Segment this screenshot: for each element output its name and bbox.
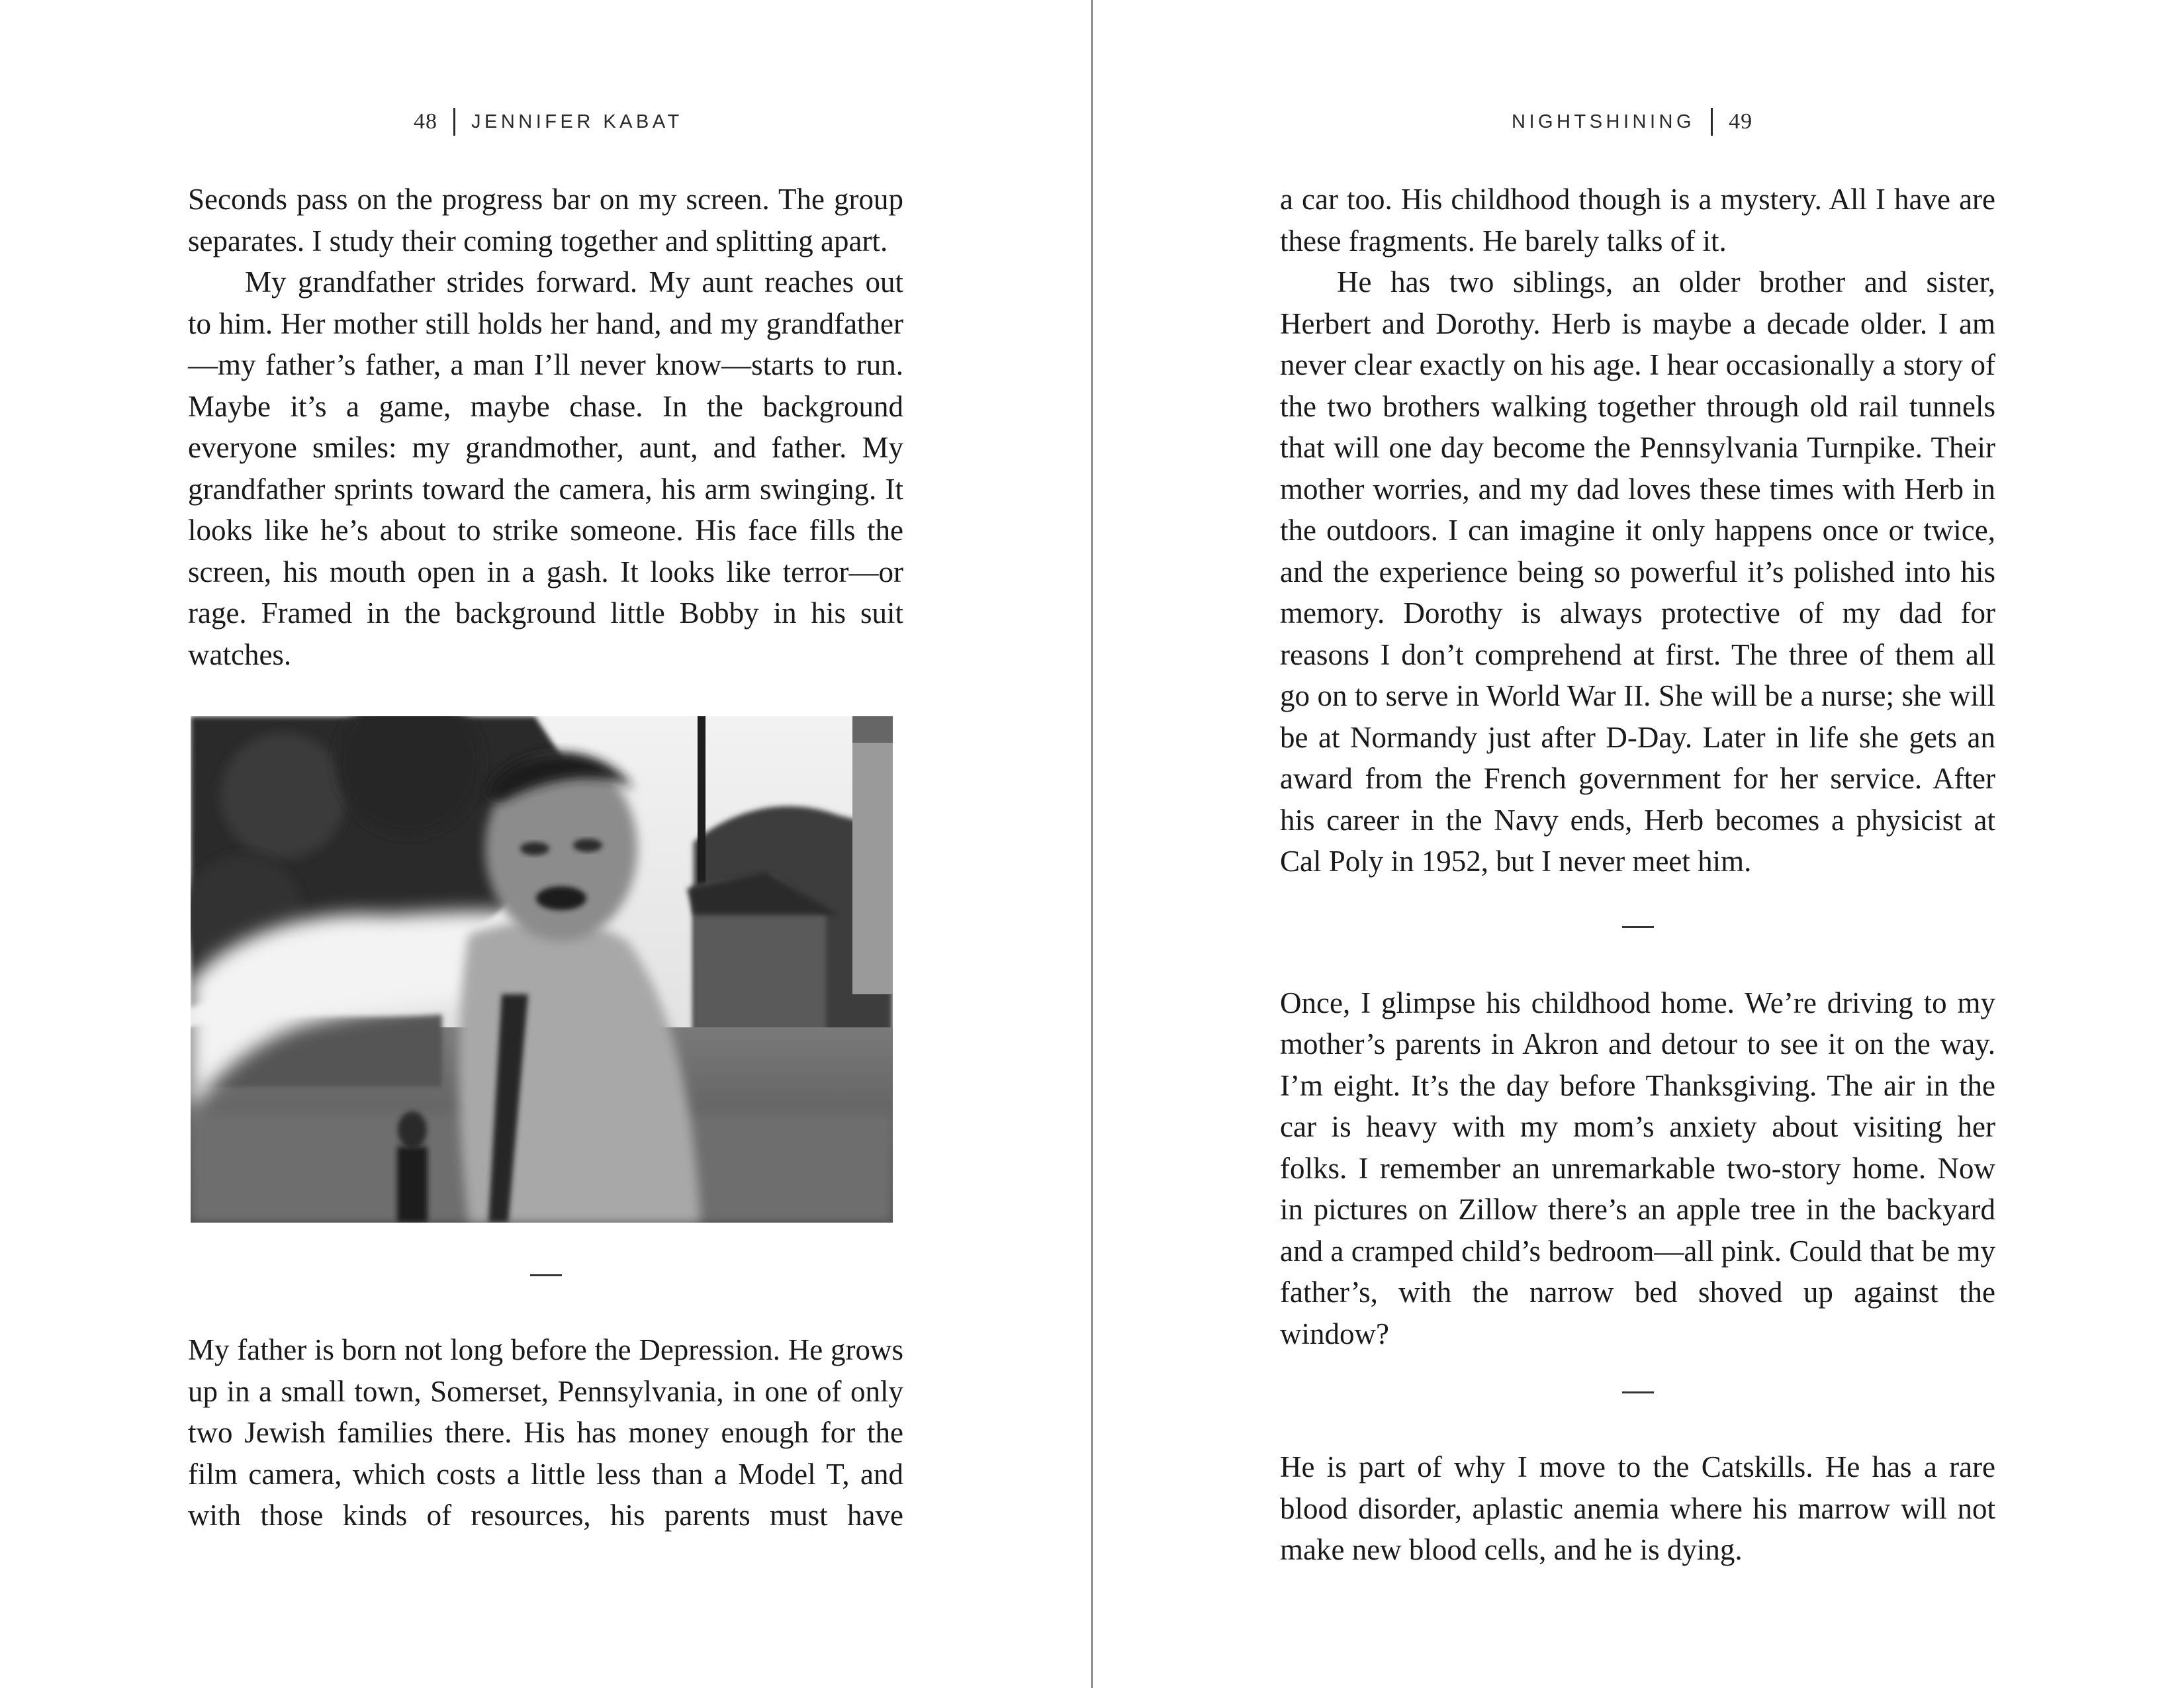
paragraph: My father is born not long before the Depression. He grows up in a small town, Somerset, Pennsylvania, in one of only two Jewish families there. His has money enough for the film camera, which costs a little less than a Model T, and with those kinds of resources, his parents must have xyxy=(188,1333,903,1532)
film-still-photo xyxy=(191,716,893,1223)
paragraph: Once, I glimpse his childhood home. We’re driving to my mother’s parents in Akron and detour to see it on the way. I’m eight. It’s the day before Thanksgiving. The air in the car is heavy with my mom’s anxiety about visiting her folks. I remember an unremarkable two-story home. Now in pictures on Zillow there’s an apple tree in the backyard and a cramped child’s bedroom—all pink. Could that be my father’s, with the narrow bed shoved up against the window? xyxy=(1280,986,1995,1350)
right-page-number: 49 xyxy=(1729,109,1753,134)
right-running-head xyxy=(1512,107,1752,136)
paragraph: Seconds pass on the progress bar on my screen. The group separates. I study their coming together and splitting apart. xyxy=(188,183,903,258)
left-running-head xyxy=(414,107,683,136)
section-break-rule xyxy=(1622,1391,1654,1393)
paragraph: My grandfather strides forward. My aunt reaches out to him. Her mother still holds her hand, and my grandfather—my father’s father, a man I’ll never know—starts to run. Maybe it’s a game, maybe chase. In the background everyone smiles: my grandmother, aunt, and father. My grandfather sprints toward the camera, his arm swinging. It looks like he’s about to strike someone. His face fills the screen, his mouth open in a gash. It looks like terror—or rage. Framed in the background little Bobby in his suit watches. xyxy=(188,265,903,671)
author-name: JENNIFER KABAT xyxy=(471,111,683,132)
left-page-number: 48 xyxy=(414,109,437,134)
book-title: NIGHTSHINING xyxy=(1512,111,1696,132)
right-text-block xyxy=(1280,179,1995,1571)
right-page xyxy=(1092,0,2184,1688)
paragraph: He has two siblings, an older brother and sister, Herbert and Dorothy. Herb is maybe a decade older. I am never clear exactly on his age. I hear occasionally a story of the two brothers walking together through old rail tunnels that will one day become the Pennsylvania Turnpike. Their mother worries, and my dad loves these times with Herb in the outdoors. I can imagine it only happens once or twice, and the experience being so powerful it’s polished into his memory. Dorothy is always protective of my dad for reasons I don’t comprehend at first. The three of them all go on to serve in World War II. She will be a nurse; she will be at Normandy just after D-Day. Later in life she gets an award from the French government for her service. After his career in the Navy ends, Herb becomes a physicist at Cal Poly in 1952, but I never meet him. xyxy=(1280,265,1995,878)
section-break-rule xyxy=(530,1274,562,1276)
paragraph: He is part of why I move to the Catskills. He has a rare blood disorder, aplastic anemia where his marrow will not make new blood cells, and he is dying. xyxy=(1280,1450,1995,1566)
grandfather-film-still-image xyxy=(191,716,893,1223)
section-break-rule xyxy=(1622,926,1654,928)
paragraph: a car too. His childhood though is a mystery. All I have are these fragments. He barely talks of it. xyxy=(1280,183,1995,258)
running-head-divider xyxy=(453,108,455,136)
left-text-block xyxy=(188,179,903,1536)
running-head-divider xyxy=(1711,108,1713,136)
